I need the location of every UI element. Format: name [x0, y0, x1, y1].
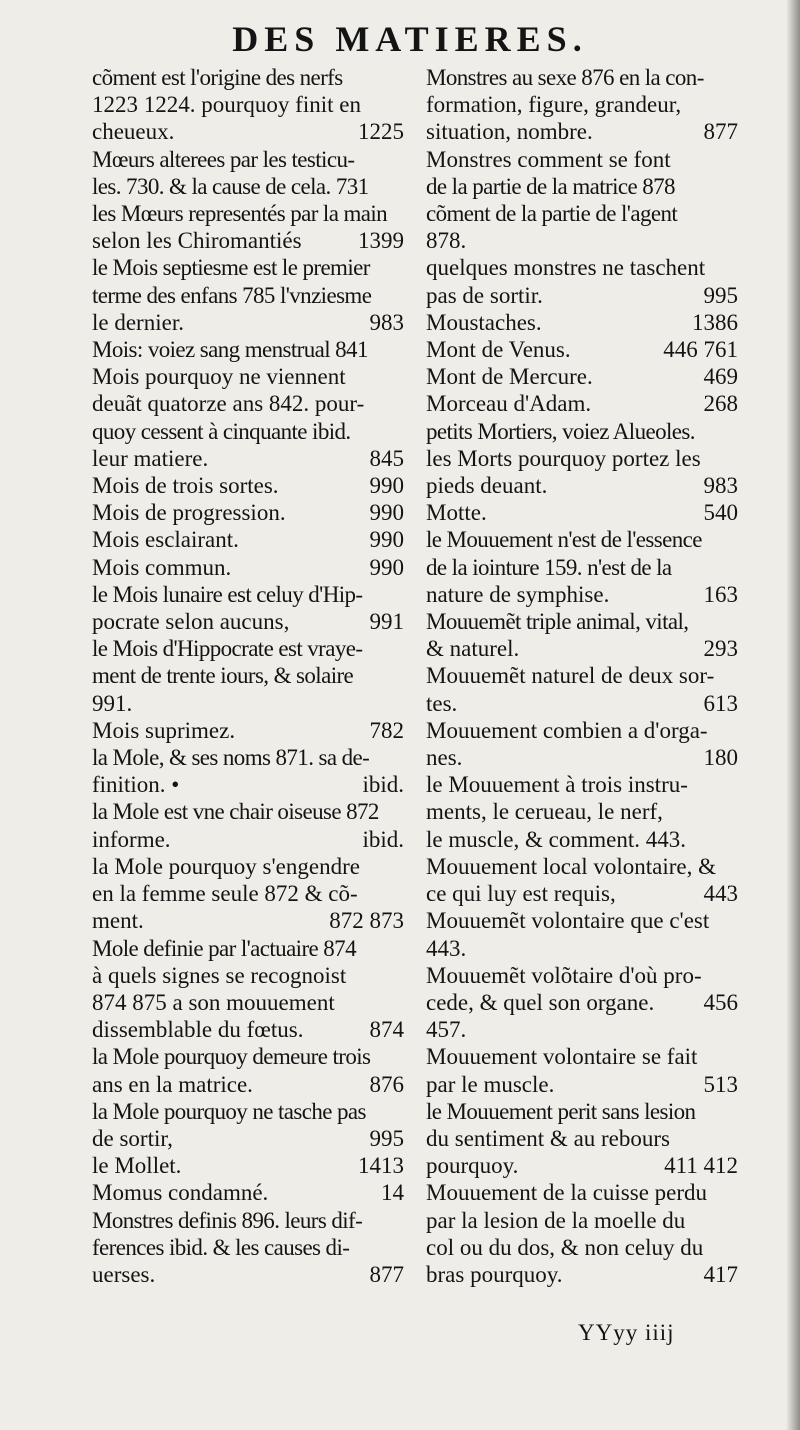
index-entry — [426, 390, 738, 417]
index-line — [92, 146, 404, 173]
index-text: selon les Chiromantiés — [92, 228, 302, 254]
page-reference: 1399 — [358, 228, 404, 254]
index-text: Mouuemẽt naturel de deux sor- — [426, 663, 715, 689]
index-line — [426, 826, 738, 853]
page-reference: ibid. — [362, 826, 404, 852]
index-line — [426, 554, 738, 581]
index-text: Mœurs alterees par les testicu- — [92, 146, 355, 172]
index-line — [426, 499, 738, 526]
index-line — [92, 635, 404, 662]
index-text: ment. — [92, 908, 144, 934]
index-line — [426, 771, 738, 798]
page-reference: 983 — [369, 309, 404, 335]
index-text: du sentiment & au rebours — [426, 1125, 671, 1151]
index-line — [92, 690, 404, 717]
index-text: Mois: voiez sang menstrual 841 — [92, 337, 368, 363]
index-text: ments, le cerueau, le nerf, — [426, 799, 663, 825]
index-text: pas de sortir. — [426, 282, 543, 308]
index-text: Mois de progression. — [92, 500, 286, 526]
index-line — [426, 1098, 738, 1125]
page-reference: 874 — [369, 1017, 404, 1043]
index-entry — [426, 445, 738, 499]
index-entry — [426, 64, 738, 146]
index-text: dissemblable du fœtus. — [92, 1017, 304, 1043]
index-text: 874 875 a son mouuement — [92, 989, 335, 1015]
index-line — [426, 989, 738, 1016]
index-line — [92, 336, 404, 363]
index-line — [426, 1071, 738, 1098]
index-text: le Mouuement perit sans lesion — [426, 1098, 696, 1124]
page-reference: 180 — [703, 745, 738, 771]
index-text: cede, & quel son organe. — [426, 989, 655, 1015]
index-column-right — [426, 64, 738, 1288]
index-text: le Mois d'Hippocrate est vraye- — [92, 636, 363, 662]
page-reference: 990 — [369, 527, 404, 553]
index-line — [92, 608, 404, 635]
index-text: Mouuement local volontaire, & — [426, 853, 716, 879]
page-reference: 845 — [369, 445, 404, 471]
index-text: ferences ibid. & les causes di- — [92, 1234, 350, 1260]
index-text: le Mois septiesme est le premier — [92, 255, 370, 281]
index-line — [426, 390, 738, 417]
index-line — [92, 309, 404, 336]
index-line — [92, 1152, 404, 1179]
index-entry — [426, 309, 738, 336]
index-text: par la lesion de la moelle du — [426, 1207, 686, 1233]
index-text: par le muscle. — [426, 1071, 555, 1097]
index-line — [426, 336, 738, 363]
page-reference: 1413 — [358, 1153, 404, 1179]
index-text: ans en la matrice. — [92, 1071, 253, 1097]
index-line — [426, 91, 738, 118]
index-line — [92, 581, 404, 608]
index-line — [92, 1234, 404, 1261]
index-text: ment de trente iours, & solaire — [92, 663, 354, 689]
index-text: Mois esclairant. — [92, 527, 239, 553]
index-text: Mouuement de la cuisse perdu — [426, 1180, 708, 1206]
index-text: de la iointure 159. n'est de la — [426, 554, 672, 580]
index-text: informe. — [92, 826, 171, 852]
index-line — [426, 254, 738, 281]
index-text: Mois pourquoy ne viennent — [92, 364, 346, 390]
index-line — [426, 418, 738, 445]
index-text: Mois commun. — [92, 554, 232, 580]
page-reference: 995 — [369, 1125, 404, 1151]
index-line — [426, 744, 738, 771]
page-reference: 163 — [703, 581, 738, 607]
index-text: les Mœurs representés par la main — [92, 201, 388, 227]
page-reference: 995 — [703, 282, 738, 308]
index-line — [92, 717, 404, 744]
index-text: & naturel. — [426, 636, 520, 662]
index-text: 991. — [92, 690, 133, 716]
signature-mark: YYyy iiij — [578, 1320, 675, 1345]
index-text: Mouuemẽt triple animal, vital, — [426, 609, 689, 635]
index-line — [426, 907, 738, 934]
page-reference: 876 — [369, 1071, 404, 1097]
page-reference: 540 — [703, 500, 738, 526]
index-text: col ou du dos, & non celuy du — [426, 1234, 704, 1260]
index-text: le Mouuement n'est de l'essence — [426, 527, 702, 553]
index-text: quelques monstres ne taschent — [426, 255, 706, 281]
index-line — [92, 662, 404, 689]
index-entry — [426, 1179, 738, 1288]
page-reference: 991 — [369, 609, 404, 635]
index-text: Monstres comment se font — [426, 146, 671, 172]
index-line — [92, 880, 404, 907]
index-entry — [92, 499, 404, 526]
index-line — [92, 907, 404, 934]
index-text: la Mole pourquoy ne tasche pas — [92, 1098, 366, 1124]
index-entry — [92, 526, 404, 553]
index-text: deuãt quatorze ans 842. pour- — [92, 391, 365, 417]
index-text: Mouuement volontaire se fait — [426, 1044, 698, 1070]
index-line — [426, 798, 738, 825]
index-line — [426, 581, 738, 608]
page-reference: 417 — [703, 1261, 738, 1287]
index-text: la Mole pourquoy demeure trois — [92, 1044, 371, 1070]
index-line — [426, 880, 738, 907]
index-text: 443. — [426, 935, 467, 961]
index-text: Mois suprimez. — [92, 717, 236, 743]
index-line — [426, 227, 738, 254]
index-entry — [92, 798, 404, 852]
index-line — [92, 1261, 404, 1288]
index-text: Mole definie par l'actuaire 874 — [92, 935, 356, 961]
index-line — [92, 744, 404, 771]
index-line — [92, 418, 404, 445]
index-entry — [92, 146, 404, 200]
index-line — [426, 1016, 738, 1043]
index-text: la Mole est vne chair oiseuse 872 — [92, 799, 379, 825]
index-text: de sortir, — [92, 1125, 173, 1151]
page-edge-shadow — [786, 0, 800, 1430]
index-line — [92, 826, 404, 853]
page-reference: 983 — [703, 473, 738, 499]
index-entry — [426, 1043, 738, 1097]
index-text: cheueux. — [92, 119, 175, 145]
page-reference: 293 — [703, 636, 738, 662]
index-text: Moustaches. — [426, 309, 542, 335]
index-entry — [92, 744, 404, 798]
index-text: terme des enfans 785 l'vnziesme — [92, 282, 372, 308]
index-line — [426, 200, 738, 227]
index-column-left — [92, 64, 404, 1288]
index-text: Mouuemẽt volõtaire d'où pro- — [426, 962, 702, 988]
index-line — [426, 1043, 738, 1070]
index-line — [92, 1179, 404, 1206]
page-reference: 1386 — [692, 309, 738, 335]
page-reference: 872 873 — [329, 908, 404, 934]
index-text: Morceau d'Adam. — [426, 391, 592, 417]
page-reference: 877 — [703, 119, 738, 145]
index-text: nature de symphise. — [426, 581, 610, 607]
index-line — [92, 200, 404, 227]
index-text: Monstres definis 896. leurs dif- — [92, 1207, 363, 1233]
index-entry — [426, 499, 738, 526]
index-entry — [426, 418, 738, 445]
index-line — [426, 1125, 738, 1152]
index-entry — [426, 336, 738, 363]
index-entry — [426, 363, 738, 390]
running-head: DES MATIERES. — [232, 19, 588, 59]
index-text: nes. — [426, 745, 463, 771]
index-text: le Mois lunaire est celuy d'Hip- — [92, 581, 363, 607]
index-text: le muscle, & comment. 443. — [426, 826, 686, 852]
index-line — [92, 962, 404, 989]
page-reference: 446 761 — [663, 337, 738, 363]
index-line — [92, 1207, 404, 1234]
index-text: le dernier. — [92, 309, 184, 335]
index-line — [426, 1179, 738, 1206]
index-line — [92, 118, 404, 145]
index-entry — [426, 1098, 738, 1180]
index-line — [426, 146, 738, 173]
index-line — [92, 798, 404, 825]
index-entry — [92, 336, 404, 363]
index-text: pocrate selon aucuns, — [92, 609, 290, 635]
index-entry — [426, 146, 738, 255]
index-line — [426, 853, 738, 880]
index-entry — [92, 853, 404, 935]
index-text: 457. — [426, 1017, 467, 1043]
index-text: pieds deuant. — [426, 473, 548, 499]
page-reference: 268 — [703, 391, 738, 417]
index-text: Mouuement combien a d'orga- — [426, 717, 708, 743]
index-text: cõment est l'origine des nerfs — [92, 65, 343, 90]
index-line — [426, 1261, 738, 1288]
index-line — [426, 717, 738, 744]
index-text: uerses. — [92, 1261, 156, 1287]
index-entry — [92, 1207, 404, 1289]
index-text: la Mole pourquoy s'engendre — [92, 853, 360, 879]
index-text: pourquoy. — [426, 1153, 519, 1179]
index-line — [92, 472, 404, 499]
index-entry — [426, 717, 738, 771]
index-text: à quels signes se recognoist — [92, 962, 347, 988]
index-entry — [426, 254, 738, 308]
index-line — [92, 1098, 404, 1125]
index-line — [426, 962, 738, 989]
page-reference: 456 — [703, 989, 738, 1015]
page-reference: 613 — [703, 690, 738, 716]
index-text: Motte. — [426, 500, 487, 526]
index-text: en la femme seule 872 & cõ- — [92, 881, 358, 907]
index-line — [92, 554, 404, 581]
index-line — [426, 635, 738, 662]
index-line — [92, 771, 404, 798]
index-line — [426, 472, 738, 499]
index-entry — [426, 907, 738, 961]
index-text: Mont de Mercure. — [426, 364, 593, 390]
index-text: tes. — [426, 690, 458, 716]
index-line — [426, 935, 738, 962]
index-line — [92, 853, 404, 880]
index-entry — [92, 581, 404, 635]
index-line — [92, 1016, 404, 1043]
page-reference: 14 — [381, 1180, 404, 1206]
index-line — [426, 363, 738, 390]
index-line — [92, 254, 404, 281]
index-line — [92, 173, 404, 200]
index-line — [92, 227, 404, 254]
index-entry — [92, 935, 404, 1044]
page-reference: 990 — [369, 554, 404, 580]
index-entry — [92, 1152, 404, 1179]
index-text: Momus condamné. — [92, 1180, 269, 1206]
index-entry — [92, 64, 404, 146]
index-line — [426, 309, 738, 336]
page-reference: 1225 — [358, 119, 404, 145]
index-text: bras pourquoy. — [426, 1261, 563, 1287]
index-entry — [426, 853, 738, 907]
index-line — [426, 526, 738, 553]
index-entry — [92, 635, 404, 717]
index-line — [426, 282, 738, 309]
index-entry — [92, 254, 404, 336]
index-text: situation, nombre. — [426, 119, 593, 145]
index-text: le Mollet. — [92, 1153, 182, 1179]
index-entry — [426, 771, 738, 853]
index-text: 1223 1224. pourquoy finit en — [92, 92, 361, 118]
index-line — [426, 64, 738, 91]
index-text: formation, figure, grandeur, — [426, 92, 682, 118]
index-text: leur matiere. — [92, 445, 209, 471]
page-reference: 513 — [703, 1071, 738, 1097]
index-entry — [426, 662, 738, 716]
index-text: de la partie de la matrice 878 — [426, 173, 675, 199]
index-line — [426, 1207, 738, 1234]
index-entry — [426, 608, 738, 662]
index-line — [426, 445, 738, 472]
index-text: Mois de trois sortes. — [92, 473, 279, 499]
index-line — [92, 1043, 404, 1070]
index-line — [426, 1234, 738, 1261]
index-text: petits Mortiers, voiez Alueoles. — [426, 418, 695, 444]
index-entry — [426, 962, 738, 1044]
index-text: la Mole, & ses noms 871. sa de- — [92, 745, 370, 771]
index-entry — [92, 200, 404, 254]
index-entry — [92, 1179, 404, 1206]
page-reference: 990 — [369, 500, 404, 526]
page-reference: 877 — [369, 1261, 404, 1287]
index-line — [92, 390, 404, 417]
index-entry — [92, 717, 404, 744]
index-text: les Morts pourquoy portez les — [426, 445, 701, 471]
page-reference: 411 412 — [664, 1153, 738, 1179]
index-entry — [426, 526, 738, 608]
index-line — [426, 662, 738, 689]
index-entry — [92, 472, 404, 499]
page-reference: 443 — [703, 881, 738, 907]
index-text: Mont de Venus. — [426, 337, 571, 363]
page-reference: ibid. — [362, 772, 404, 798]
index-text: cõment de la partie de l'agent — [426, 201, 678, 227]
index-line — [92, 1125, 404, 1152]
index-text: quoy cessent à cinquante ibid. — [92, 418, 351, 444]
index-line — [92, 935, 404, 962]
index-text: 878. — [426, 228, 467, 254]
index-line — [426, 173, 738, 200]
index-text: les. 730. & la cause de cela. 731 — [92, 173, 369, 199]
index-line — [92, 64, 404, 91]
index-line — [426, 1152, 738, 1179]
index-line — [92, 282, 404, 309]
index-line — [92, 526, 404, 553]
page-reference: 990 — [369, 473, 404, 499]
index-line — [92, 499, 404, 526]
index-entry — [92, 554, 404, 581]
index-line — [426, 690, 738, 717]
index-line — [92, 91, 404, 118]
index-text: le Mouuement à trois instru- — [426, 772, 688, 798]
index-line — [92, 1071, 404, 1098]
index-line — [92, 989, 404, 1016]
index-line — [426, 608, 738, 635]
index-entry — [92, 1098, 404, 1152]
index-text: Monstres au sexe 876 en la con- — [426, 65, 704, 90]
index-line — [426, 118, 738, 145]
page-reference: 469 — [703, 364, 738, 390]
index-entry — [92, 363, 404, 472]
page-reference: 782 — [369, 717, 404, 743]
index-line — [92, 445, 404, 472]
index-text: ce qui luy est requis, — [426, 881, 616, 907]
index-text: Mouuemẽt volontaire que c'est — [426, 908, 710, 934]
index-text: finition. • — [92, 772, 180, 798]
index-entry — [92, 1043, 404, 1097]
index-line — [92, 363, 404, 390]
